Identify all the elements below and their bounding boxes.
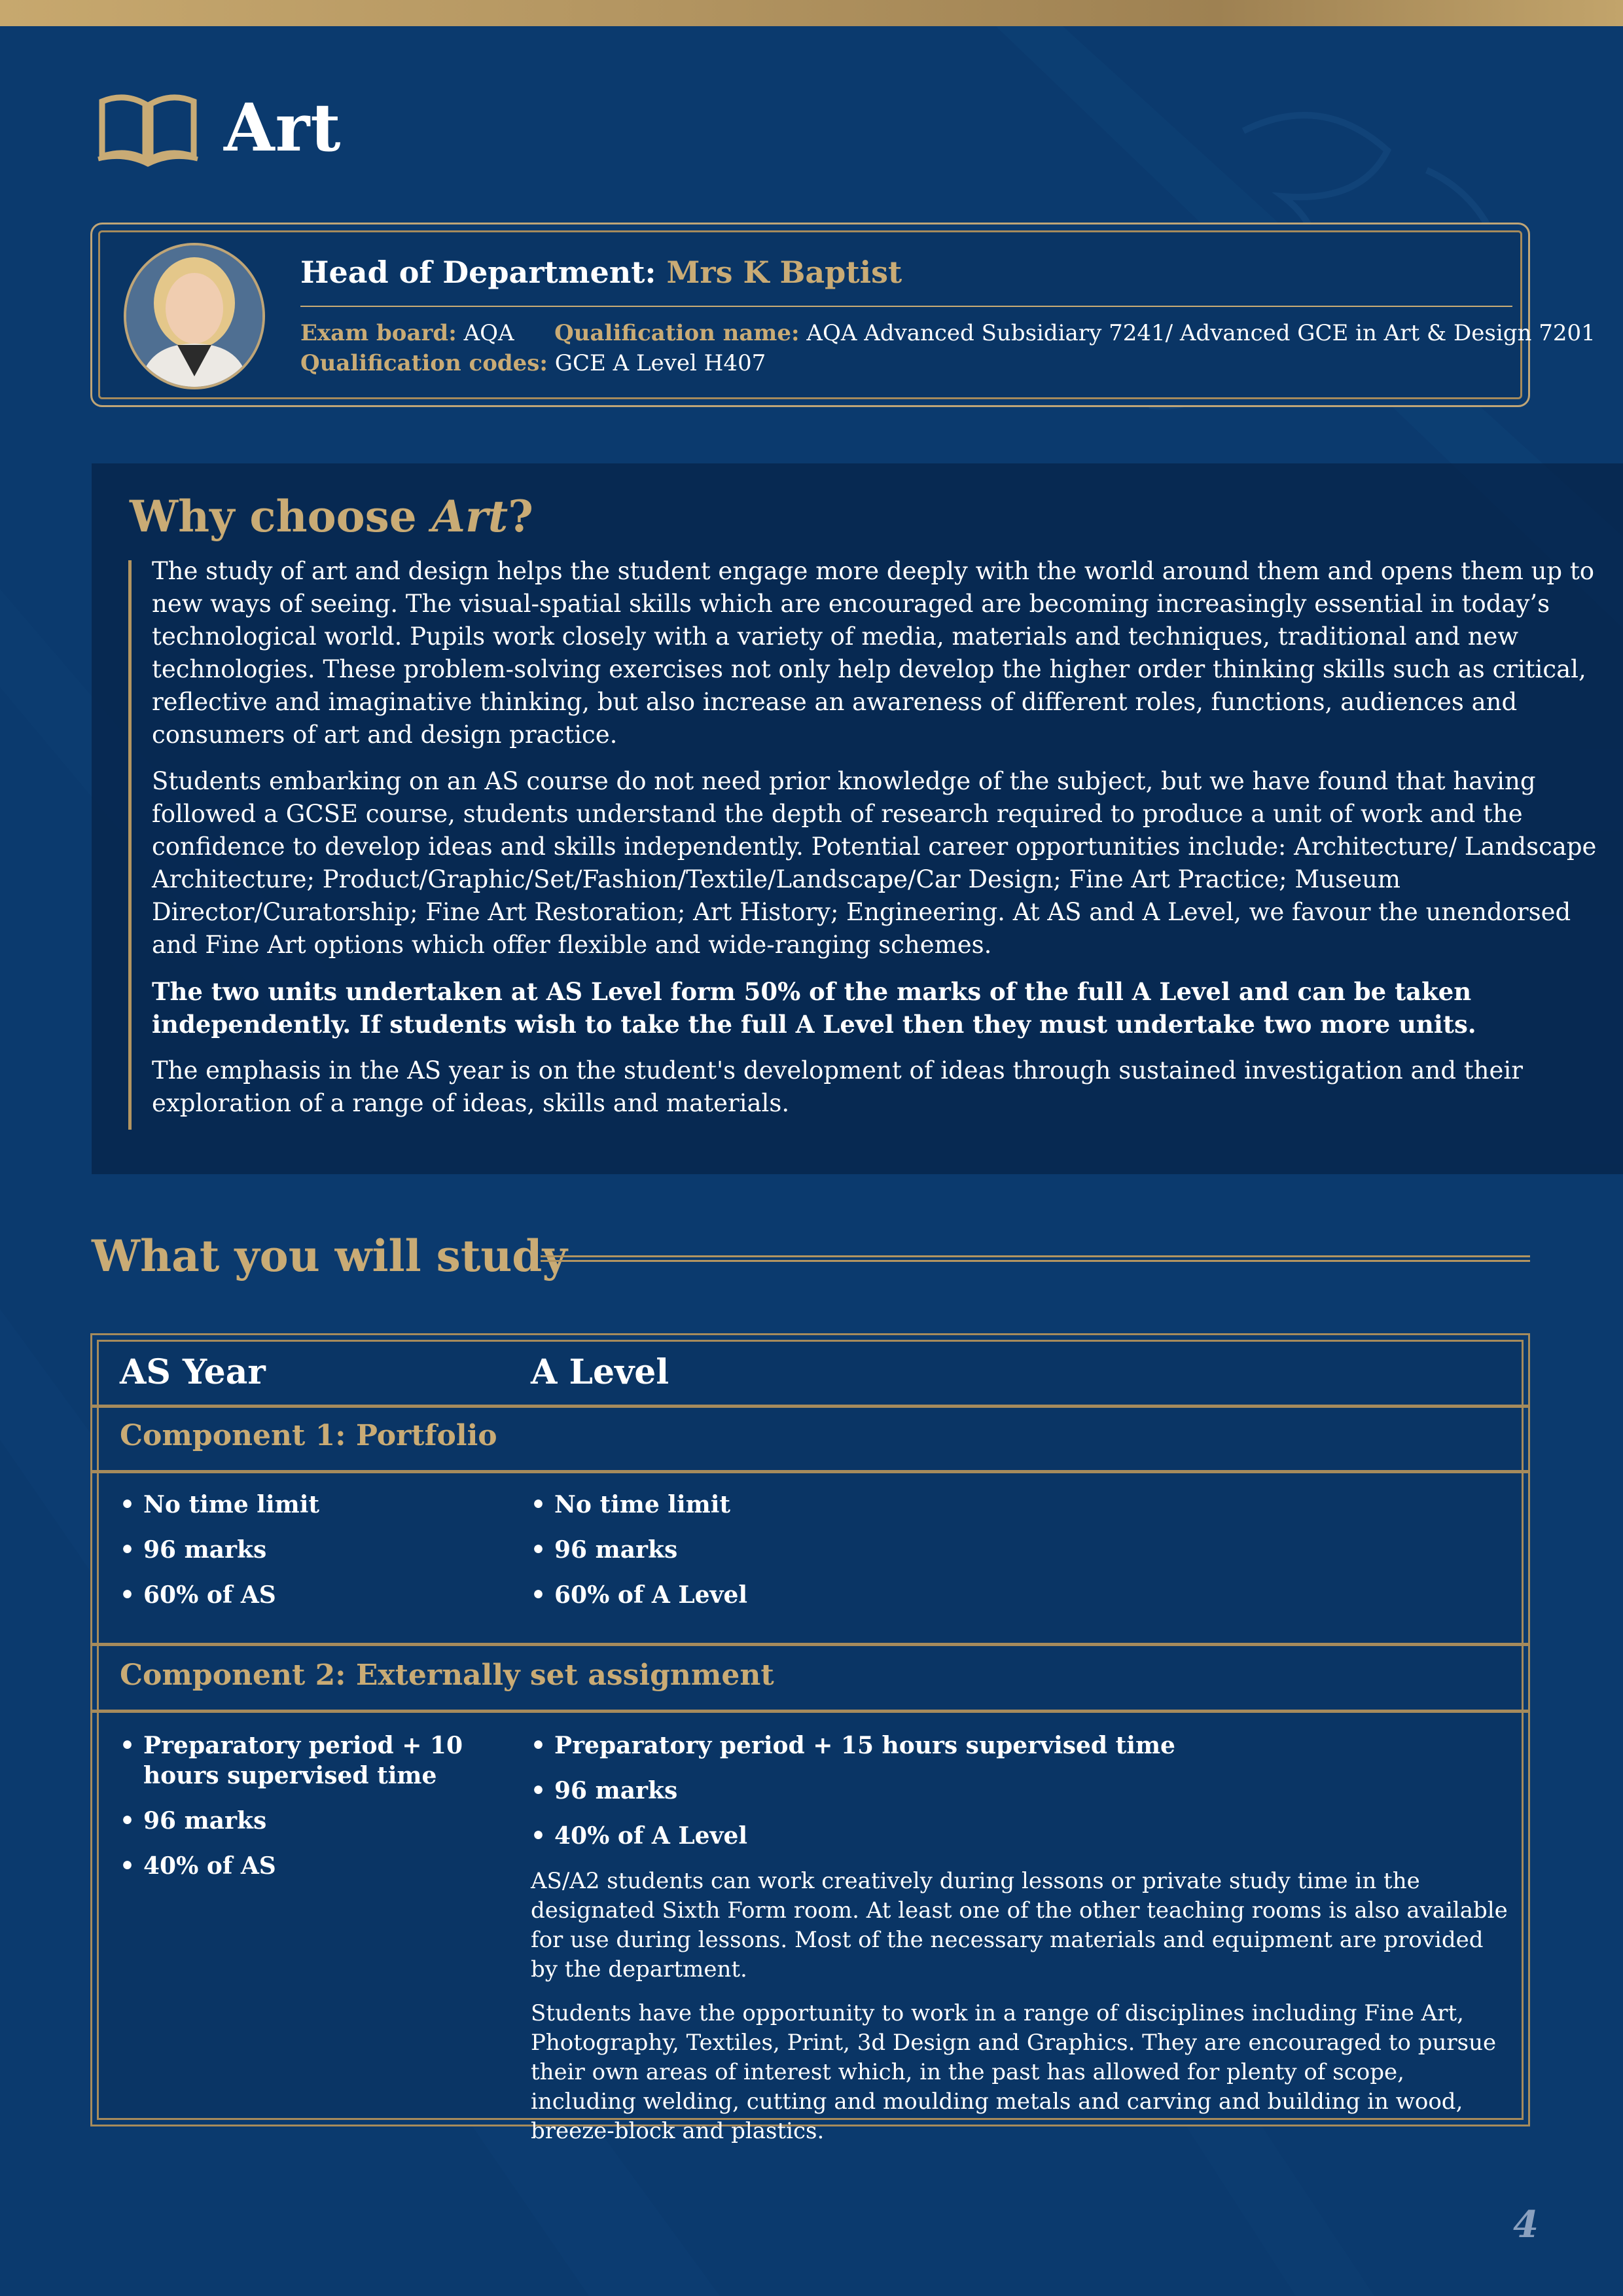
why-title-prefix: Why choose <box>130 491 432 542</box>
qualification-name-label: Qualification name: <box>554 320 800 346</box>
why-paragraph: The study of art and design helps the student engage more deeply with the world around them and opens them up to new ways of seeing. The visual-spatial skills which are encouraged are becoming increasingly essential in today’s technological world. Pupils work closely with a variety of media, materials and techniques, traditional and new technologies. These problem-solving exercises not only help develop the higher order thinking skills such as critical, reflective and imaginative thinking, but also increase an awareness of different roles, functions, audiences and consumers of art and design practice. <box>152 557 1595 749</box>
list-item: • No time limit <box>531 1490 1499 1520</box>
list-item: • 96 marks <box>531 1776 1499 1806</box>
component-1-a-level-list <box>531 1490 1499 1625</box>
component-1-as-list <box>120 1490 512 1625</box>
component-2-notes <box>531 1867 1512 2161</box>
qualification-codes-value: GCE A Level H407 <box>554 350 766 376</box>
hod-label: Head of Department: <box>300 255 656 290</box>
why-paragraph-bold: The two units undertaken at AS Level form 50% of the marks of the full A Level and can be taken independently. If students wish to take the full A Level then they must undertake two more units. <box>152 977 1476 1039</box>
list-item: • Preparatory period + 15 hours supervised time <box>531 1731 1499 1761</box>
exam-info-line <box>300 320 1596 346</box>
hod-heading <box>300 255 902 290</box>
table-divider <box>92 1643 1528 1646</box>
head-of-department-box <box>90 223 1596 407</box>
open-book-icon <box>96 88 200 167</box>
study-table <box>90 1333 1530 2144</box>
why-choose-title <box>130 491 533 542</box>
list-item: • No time limit <box>120 1490 512 1520</box>
note-paragraph: AS/A2 students can work creatively during lessons or private study time in the designated Sixth Form room. At least one of the other teaching rooms is also available for use during lessons. Most of the necessary materials and equipment are provided by the department. <box>531 1868 1508 1982</box>
list-item: • 40% of AS <box>120 1851 512 1881</box>
list-item: • 60% of AS <box>120 1580 512 1610</box>
why-body <box>152 555 1618 1134</box>
component-2-a-level-list <box>531 1731 1499 1866</box>
exam-board-label: Exam board: <box>300 320 457 346</box>
qualification-codes-line <box>300 350 766 376</box>
table-divider <box>92 1710 1528 1713</box>
why-title-subject: Art <box>431 491 508 542</box>
page-header <box>96 85 341 170</box>
why-accent-bar <box>128 560 132 1130</box>
hod-divider <box>300 306 1512 307</box>
column-header-a-level: A Level <box>531 1352 669 1392</box>
top-gold-bar <box>0 0 1623 26</box>
component-2-title: Component 2: Externally set assignment <box>120 1659 774 1692</box>
why-paragraph: Students embarking on an AS course do not need prior knowledge of the subject, but we have found that having followed a GCSE course, students understand the depth of research required to produce a unit of work and the confidence to develop ideas and skills independently. Potential career opportunities include: Architecture/ Landscape Architecture; Product/Graphic/Set/Fashion/Textile/Landscape/Car Design; Fine Art Practice; Museum Director/Curatorship; Fine Art Restoration; Art History; Engineering. At AS and A Level, we favour the unendorsed and Fine Art options which offer flexible and wide-ranging schemes. <box>152 767 1597 959</box>
qualification-codes-label: Qualification codes: <box>300 350 548 376</box>
list-item: • 40% of A Level <box>531 1821 1499 1851</box>
exam-board-value: AQA <box>463 320 514 346</box>
portrait-image <box>126 245 262 387</box>
hod-name: Mrs K Baptist <box>666 255 902 290</box>
list-item: • Preparatory period + 10 hours supervised time <box>120 1731 512 1791</box>
hod-portrait <box>124 243 265 389</box>
list-item: • 96 marks <box>120 1535 512 1565</box>
list-item: • 96 marks <box>120 1806 512 1836</box>
table-divider <box>92 1470 1528 1473</box>
page-number: 4 <box>1513 2203 1539 2246</box>
study-title-rule <box>541 1255 1530 1262</box>
table-divider <box>92 1405 1528 1408</box>
why-title-suffix: ? <box>508 491 533 542</box>
why-paragraph: The emphasis in the AS year is on the student's development of ideas through sustained investigation and their exploration of a range of ideas, skills and materials. <box>152 1056 1523 1117</box>
component-1-title: Component 1: Portfolio <box>120 1419 497 1452</box>
note-paragraph: Students have the opportunity to work in a range of disciplines including Fine Art, Photography, Textiles, Print, 3d Design and Graphics. They are encouraged to pursue their own areas of interest which, in the past has allowed for plenty of scope, including welding, cutting and moulding metals and carving and building in wood, breeze-block and plastics. <box>531 2000 1497 2144</box>
why-choose-section <box>92 463 1623 1174</box>
list-item: • 96 marks <box>531 1535 1499 1565</box>
qualification-name-value: AQA Advanced Subsidiary 7241/ Advanced GCE in Art & Design 7201 <box>806 320 1596 346</box>
component-2-as-list <box>120 1731 512 1896</box>
page-title: Art <box>224 89 342 166</box>
study-section-title: What you will study <box>92 1230 567 1282</box>
list-item: • 60% of A Level <box>531 1580 1499 1610</box>
column-header-as-year: AS Year <box>120 1352 266 1392</box>
